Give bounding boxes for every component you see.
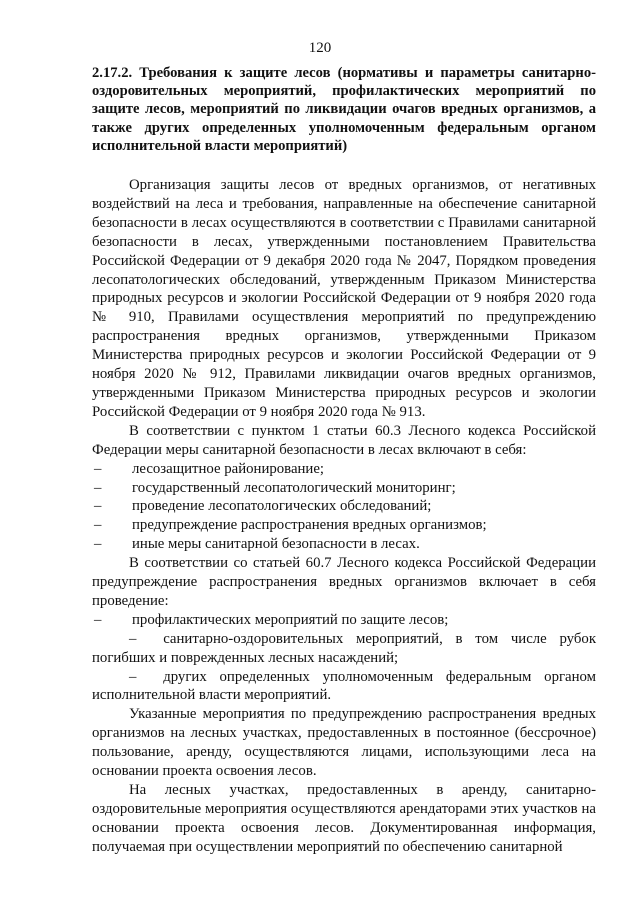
list-item-text: других определенных уполномоченным федеральным органом исполнительной власти мероприятий. — [92, 668, 597, 704]
paragraph-leased-plots: На лесных участках, предоставленных в аренду, санитарно-оздоровительные мероприятия осуществляются арендаторами этих участков на основании проекта освоения лесов. Документированная информация, получаемая при осуществлении мероприятий по обеспечению санитарной — [92, 782, 596, 855]
list-dash: – — [94, 498, 102, 515]
paragraph-organization: Организация защиты лесов от вредных организмов, от негативных воздействий на леса и требования, направленные на обеспечение санитарной безопасности в лесах осуществляются в соответствии с Правилами санитарной безопасности в лесах, утвержденными постановлением Правительства Российской Федерации от 9 декабря 2020 года № 2047, Порядком проведения лесопатологических обследований, утвержденным Приказом Министерства природных ресурсов и экологии Российской Федерации от 9 ноября 2020 года № 910, Правилами осуществления мероприятий по предупреждению распространения вредных организмов, утвержденными Приказом Министерства природных ресурсов и экологии Российской Федерации от 9 ноября 2020 № 912, Правилами ликвидации очагов вредных организмов, утвержденными Приказом Министерства природных ресурсов и экологии Российской Федерации от 9 ноября 2020 года № 913. — [92, 177, 596, 420]
list-dash: – — [94, 517, 102, 534]
list-item-text: государственный лесопатологический мониторинг; — [132, 479, 456, 496]
list-item-text: проведение лесопатологических обследований; — [132, 498, 432, 515]
list-item — [92, 497, 596, 516]
list-dash: – — [129, 668, 137, 685]
list-item — [92, 535, 596, 554]
list-item-text: иные меры санитарной безопасности в лесах. — [132, 536, 420, 553]
section-heading: 2.17.2. Требования к защите лесов (нормативы и параметры санитарно-оздоровительных мероприятий, профилактических мероприятий по защите лесов, мероприятий по ликвидации очагов вредных организмов, а также других определенных уполномоченным федеральным органом исполнительной власти мероприятий) — [92, 65, 596, 154]
list-dash: – — [129, 630, 137, 647]
paragraph-sanitary-measures: В соответствии с пунктом 1 статьи 60.3 Лесного кодекса Российской Федерации меры санитарной безопасности в лесах включают в себя: — [92, 422, 596, 458]
paragraph-implementation: Указанные мероприятия по предупреждению распространения вредных организмов на лесных участках, предоставленных в постоянное (бессрочное) пользование, аренду, осуществляются лицами, использующими леса на основании проекта освоения лесов. — [92, 706, 596, 780]
list-item — [92, 668, 596, 706]
list-item-text: лесозащитное районирование; — [132, 460, 325, 477]
sanitary-measures-list — [92, 460, 596, 555]
list-item — [92, 479, 596, 498]
list-dash: – — [94, 536, 102, 553]
list-item — [92, 516, 596, 535]
list-dash: – — [94, 460, 102, 477]
prevention-list — [92, 611, 596, 706]
list-item — [92, 630, 596, 668]
list-dash: – — [94, 479, 102, 496]
list-item-text: предупреждение распространения вредных организмов; — [132, 517, 487, 534]
page-number: 120 — [308, 40, 332, 56]
list-item — [92, 611, 596, 630]
list-dash: – — [94, 611, 102, 628]
document-body — [92, 176, 596, 857]
list-item — [92, 460, 596, 479]
list-item-text: профилактических мероприятий по защите лесов; — [132, 611, 449, 628]
paragraph-prevention: В соответствии со статьей 60.7 Лесного кодекса Российской Федерации предупреждение распространения вредных организмов включает в себя проведение: — [92, 555, 596, 609]
list-item-text: санитарно-оздоровительных мероприятий, в том числе рубок погибших и поврежденных лесных насаждений; — [92, 630, 597, 666]
